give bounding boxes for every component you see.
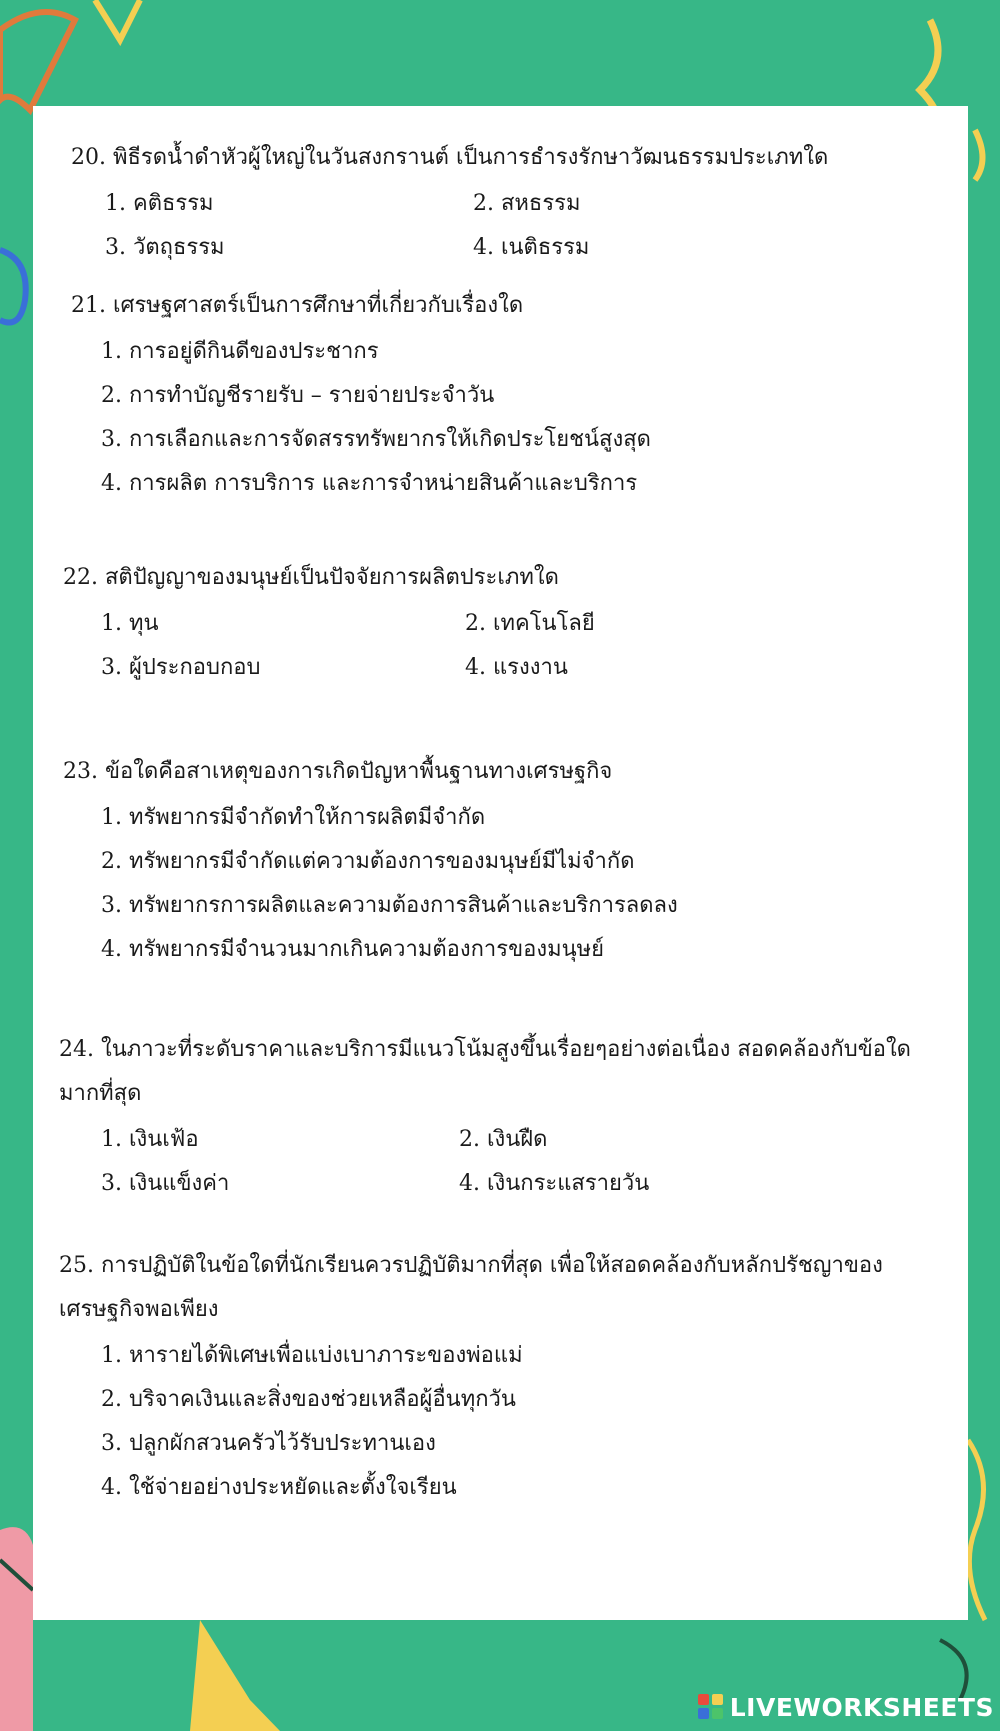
answer-option[interactable]: 2. การทำบัญชีรายรับ – รายจ่ายประจำวัน <box>101 383 495 408</box>
answer-option[interactable]: 1. เงินเฟ้อ <box>101 1127 199 1152</box>
yellow-stroke-shape <box>968 1440 985 1620</box>
answer-option[interactable]: 1. คติธรรม <box>105 191 214 216</box>
answer-option[interactable]: 2. เงินฝืด <box>459 1127 548 1152</box>
answer-option[interactable]: 1. หารายได้พิเศษเพื่อแบ่งเบาภาระของพ่อแม่ <box>101 1343 523 1368</box>
answer-option[interactable]: 4. ใช้จ่ายอย่างประหยัดและตั้งใจเรียน <box>101 1475 457 1500</box>
answer-option[interactable]: 3. ปลูกผักสวนครัวไว้รับประทานเอง <box>101 1431 436 1456</box>
question-text: 22. สติปัญญาของมนุษย์เป็นปัจจัยการผลิตประเภทใด <box>63 565 559 590</box>
answer-option[interactable]: 4. การผลิต การบริการ และการจำหน่ายสินค้าและบริการ <box>101 471 638 496</box>
answer-option[interactable]: 4. ทรัพยากรมีจำนวนมากเกินความต้องการของมนุษย์ <box>101 937 605 962</box>
liveworksheets-mark-icon <box>698 1694 724 1720</box>
question-text: 21. เศรษฐศาสตร์เป็นการศึกษาที่เกี่ยวกับเรื่องใด <box>71 293 524 318</box>
brand-name: LIVEWORKSHEETS <box>729 1692 994 1722</box>
answer-option[interactable]: 1. การอยู่ดีกินดีของประชากร <box>101 339 379 364</box>
question-text: 20. พิธีรดน้ำดำหัวผู้ใหญ่ในวันสงกรานต์ เป็นการธำรงรักษาวัฒนธรรมประเภทใด <box>71 145 829 170</box>
answer-option[interactable]: 1. ทรัพยากรมีจำกัดทำให้การผลิตมีจำกัด <box>101 805 486 830</box>
answer-option[interactable]: 3. วัตถุธรรม <box>105 235 225 260</box>
question-text: 23. ข้อใดคือสาเหตุของการเกิดปัญหาพื้นฐานทางเศรษฐกิจ <box>63 759 613 784</box>
answer-option[interactable]: 3. การเลือกและการจัดสรรทรัพยากรให้เกิดประโยชน์สูงสุด <box>101 427 651 452</box>
yellow-zigzag-shape <box>95 0 140 40</box>
answer-option[interactable]: 2. เทคโนโลยี <box>465 611 595 636</box>
question-text: 24. ในภาวะที่ระดับราคาและบริการมีแนวโน้มสูงขึ้นเรื่อยๆอย่างต่อเนื่อง สอดคล้องกับข้อใดมากที่สุด <box>59 1037 911 1106</box>
worksheet-paper <box>33 106 968 1620</box>
blue-clip-shape <box>0 250 26 323</box>
orange-loop-shape <box>0 12 75 110</box>
answer-option[interactable]: 1. ทุน <box>101 611 159 636</box>
yellow-wedge-shape <box>190 1620 280 1731</box>
answer-option[interactable]: 4. เงินกระแสรายวัน <box>459 1171 650 1196</box>
answer-option[interactable]: 3. เงินแข็งค่า <box>101 1171 230 1196</box>
question-text: 25. การปฏิบัติในข้อใดที่นักเรียนควรปฏิบัติมากที่สุด เพื่อให้สอดคล้องกับหลักปรัชญาของเศรษฐกิจพอเพียง <box>59 1253 883 1322</box>
answer-option[interactable]: 2. บริจาคเงินและสิ่งของช่วยเหลือผู้อื่นทุกวัน <box>101 1387 516 1412</box>
answer-option[interactable]: 2. สหธรรม <box>473 191 581 216</box>
liveworksheets-logo <box>698 1685 994 1729</box>
answer-option[interactable]: 3. ทรัพยากรการผลิตและความต้องการสินค้าและบริการลดลง <box>101 893 678 918</box>
answer-option[interactable]: 2. ทรัพยากรมีจำกัดแต่ความต้องการของมนุษย์มีไม่จำกัด <box>101 849 635 874</box>
yellow-curl-shape <box>975 130 983 180</box>
pink-blob-shape <box>0 1527 33 1731</box>
answer-option[interactable]: 3. ผู้ประกอบกอบ <box>101 655 261 680</box>
answer-option[interactable]: 4. แรงงาน <box>465 655 568 680</box>
answer-option[interactable]: 4. เนติธรรม <box>473 235 590 260</box>
